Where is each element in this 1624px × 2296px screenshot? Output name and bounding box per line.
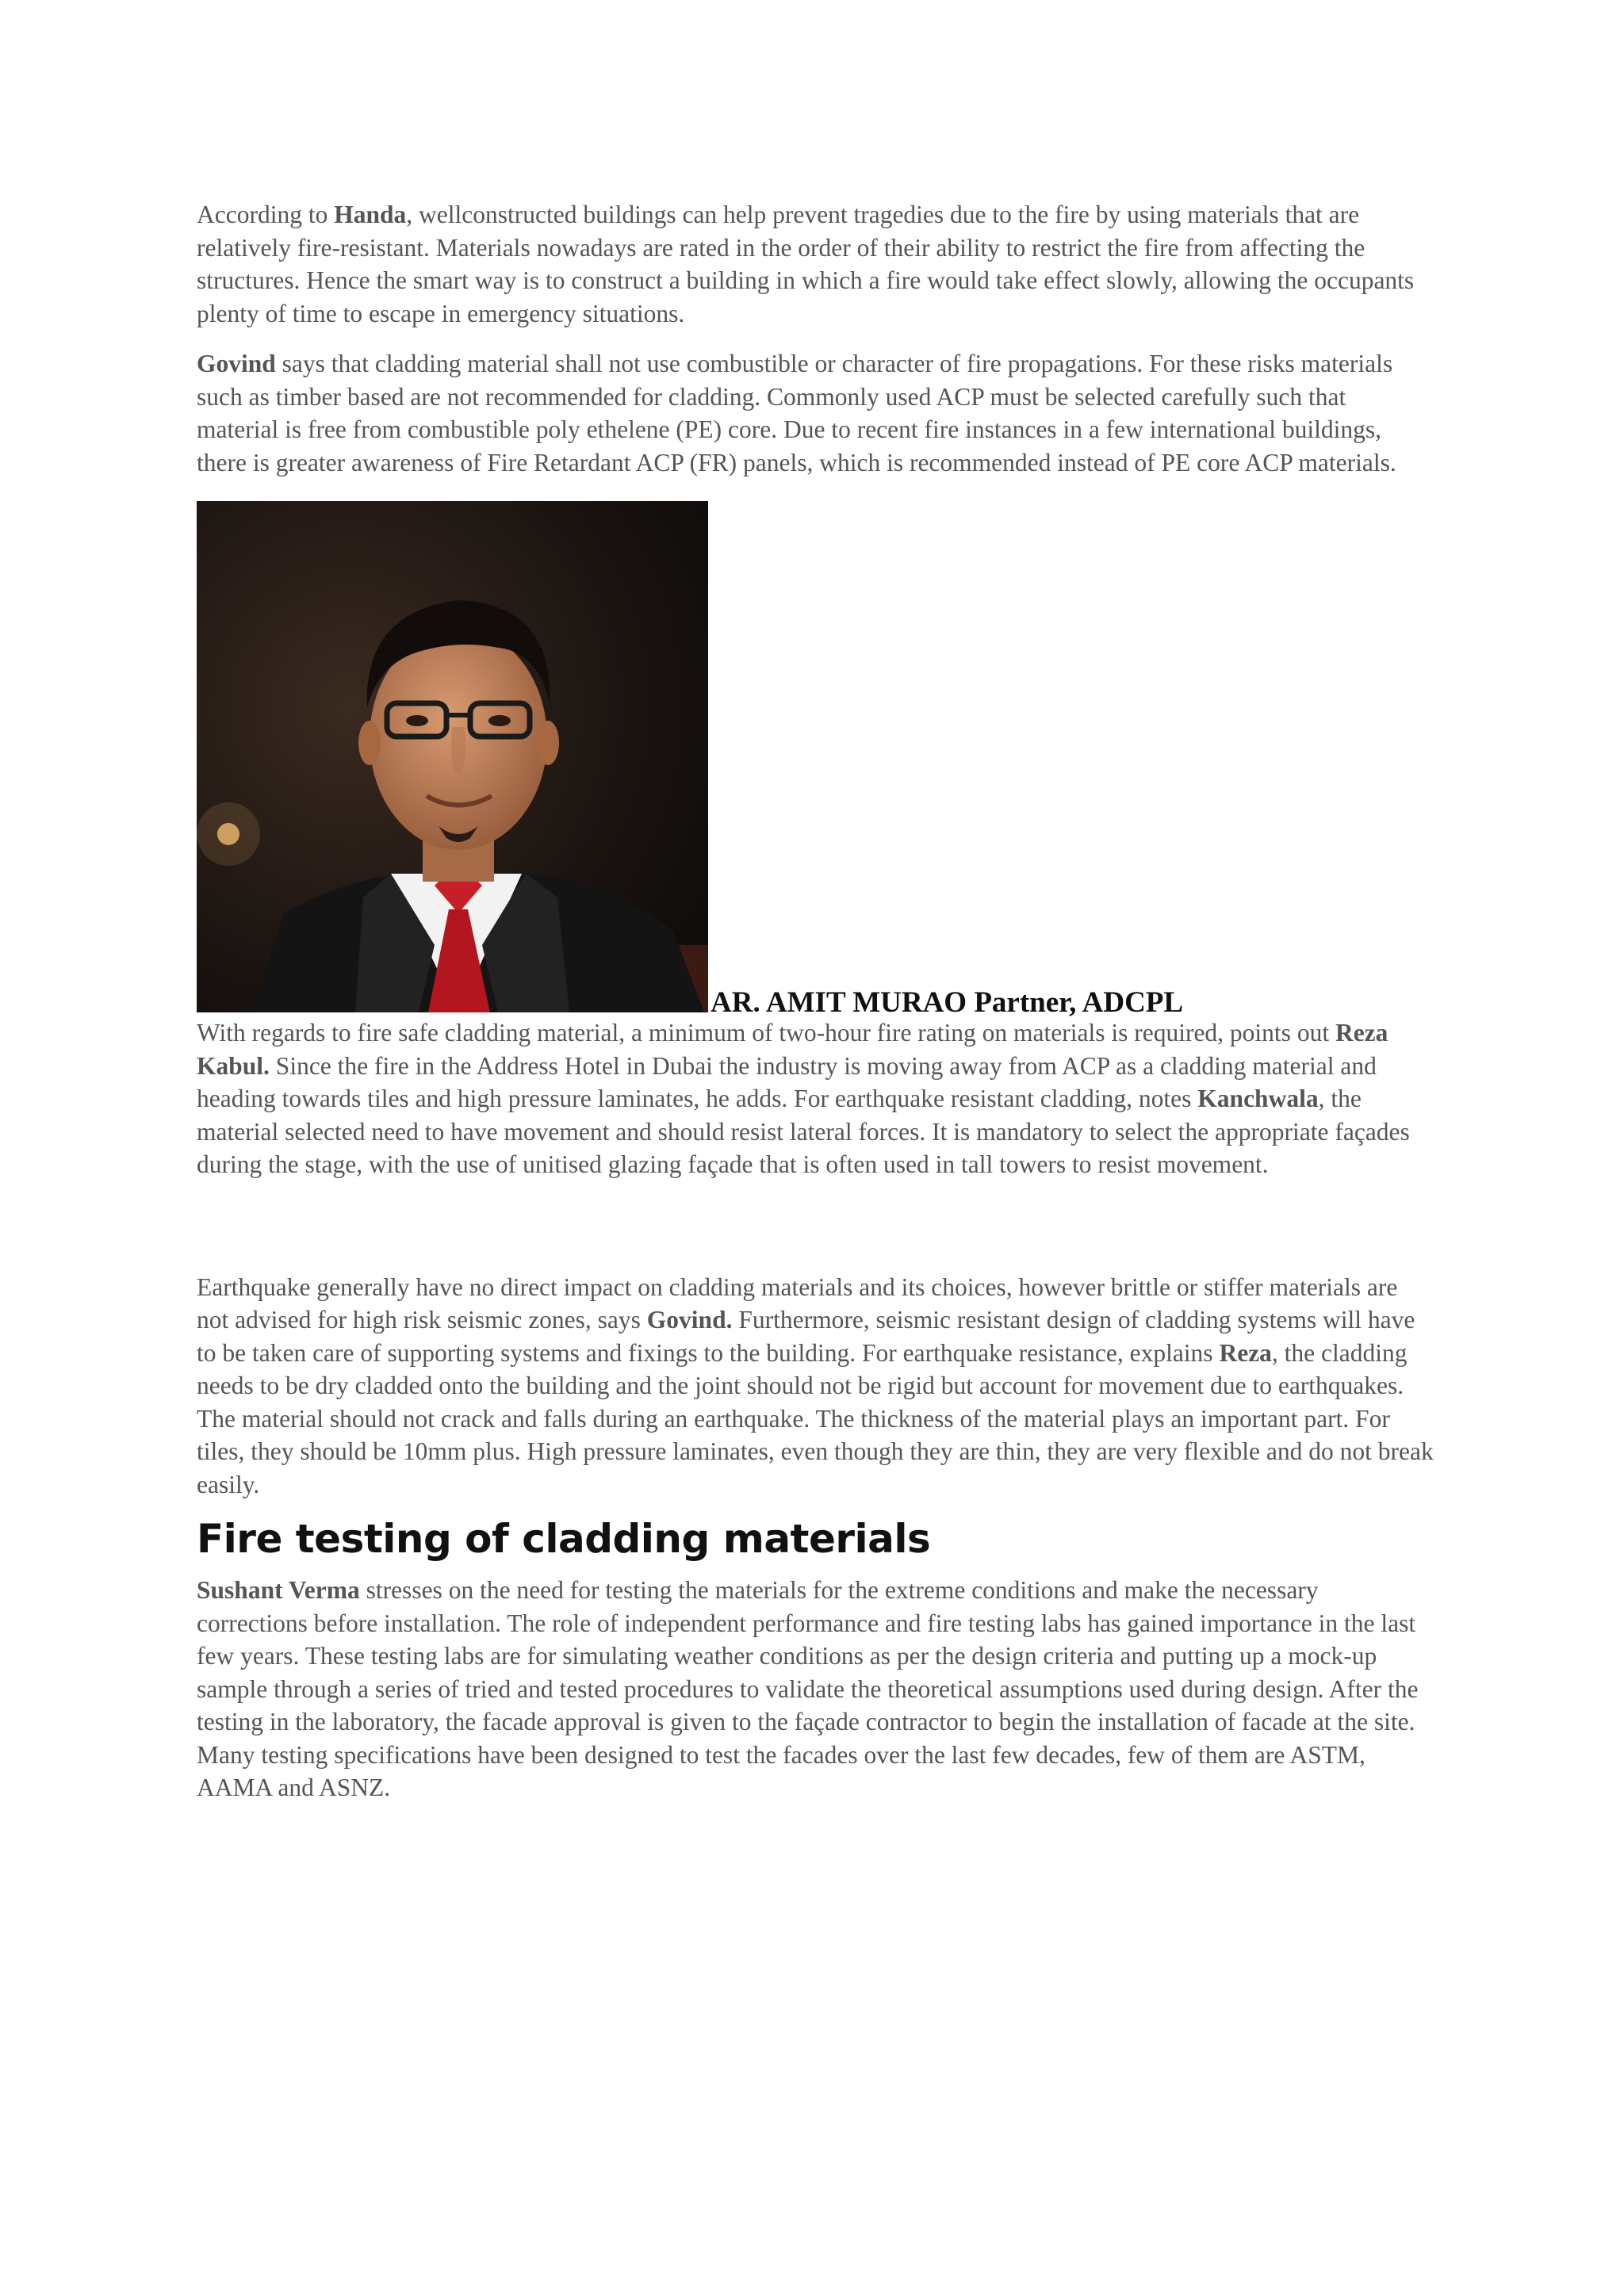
section-heading: Fire testing of cladding materials	[197, 1516, 931, 1562]
paragraph-sushant-verma	[197, 1574, 1434, 1804]
paragraph-text: Furthermore, seismic resistant design of cladding systems will have to be taken care of supporting systems and fixings to the building. For earthquake resistance, explains	[197, 1306, 1415, 1367]
portrait-block	[197, 501, 1434, 1019]
person-name-reza: Reza	[1219, 1338, 1272, 1367]
paragraph-text: Earthquake generally have no direct impact on cladding materials and its choices, however brittle or stiffer materials are not advised for high risk seismic zones, says	[197, 1272, 1398, 1334]
person-name-govind: Govind	[197, 350, 276, 377]
paragraph-govind	[197, 347, 1434, 479]
article-body	[197, 198, 1434, 1804]
paragraph-text: says that cladding material shall not use combustible or character of fire propagations. For these risks materials such as timber based are not recommended for cladding. Commonly used ACP must be selected carefully such that material is free from combustible poly ethelene (PE) core. Due to recent fire instances in a few international buildings, there is greater awareness of Fire Retardant ACP (FR) panels, which is recommended instead of PE core ACP materials.	[197, 350, 1396, 476]
person-name-sushant-verma: Sushant Verma	[197, 1576, 360, 1604]
portrait-photo	[197, 501, 708, 1012]
person-name-kanchwala: Kanchwala	[1197, 1085, 1319, 1112]
paragraph-text: , the cladding needs to be dry cladded onto the building and the joint should not be rigid but account for movement due to earthquakes. The material should not crack and falls during an earthquake. The thickness of the material plays an important part. For tiles, they should be 10mm plus. High pressure laminates, even though they are thin, they are very flexible and do not break easily.	[197, 1338, 1434, 1498]
paragraph-text: , wellconstructed buildings can help prevent tragedies due to the fire by using materials that are relatively fire-resistant. Materials nowadays are rated in the order of their ability to restrict the fire from affecting the structures. Hence the smart way is to construct a building in which a fire would take effect slowly, allowing the occupants plenty of time to escape in emergency situations.	[197, 201, 1415, 327]
photo-caption: AR. AMIT MURAO Partner, ADCPL	[710, 986, 1184, 1019]
paragraph-earthquake	[197, 1271, 1434, 1502]
paragraph-text: stresses on the need for testing the materials for the extreme conditions and make the necessary corrections before installation. The role of independent performance and fire testing labs has gained importance in the last few years. These testing labs are for simulating weather conditions as per the design criteria and putting up a mock-up sample through a series of tried and tested procedures to validate the theoretical assumptions used during design. After the testing in the laboratory, the facade approval is given to the façade contractor to begin the installation of facade at the site. Many testing specifications have been designed to test the facades over the last few decades, few of them are ASTM, AAMA and ASNZ.	[197, 1576, 1419, 1801]
paragraph-text: , the material selected need to have movement and should resist lateral forces. It is mandatory to select the appropriate façades during the stage, with the use of unitised glazing façade that is often used in tall towers to resist movement.	[197, 1085, 1410, 1178]
paragraph-text: Since the fire in the Address Hotel in Dubai the industry is moving away from ACP as a cladding material and heading towards tiles and high pressure laminates, he adds. For earthquake resistant cladding, notes	[197, 1051, 1377, 1112]
paragraph-text: According to	[197, 201, 335, 228]
paragraph-text: With regards to fire safe cladding material, a minimum of two-hour fire rating on materials is required, points out	[197, 1019, 1335, 1047]
paragraph-handa	[197, 198, 1434, 330]
person-name-handa: Handa	[334, 201, 407, 228]
paragraph-reza-kabul	[197, 1016, 1434, 1181]
person-name-govind-2: Govind.	[646, 1306, 733, 1334]
person-name-reza-kabul: Reza Kabul.	[197, 1019, 1388, 1080]
